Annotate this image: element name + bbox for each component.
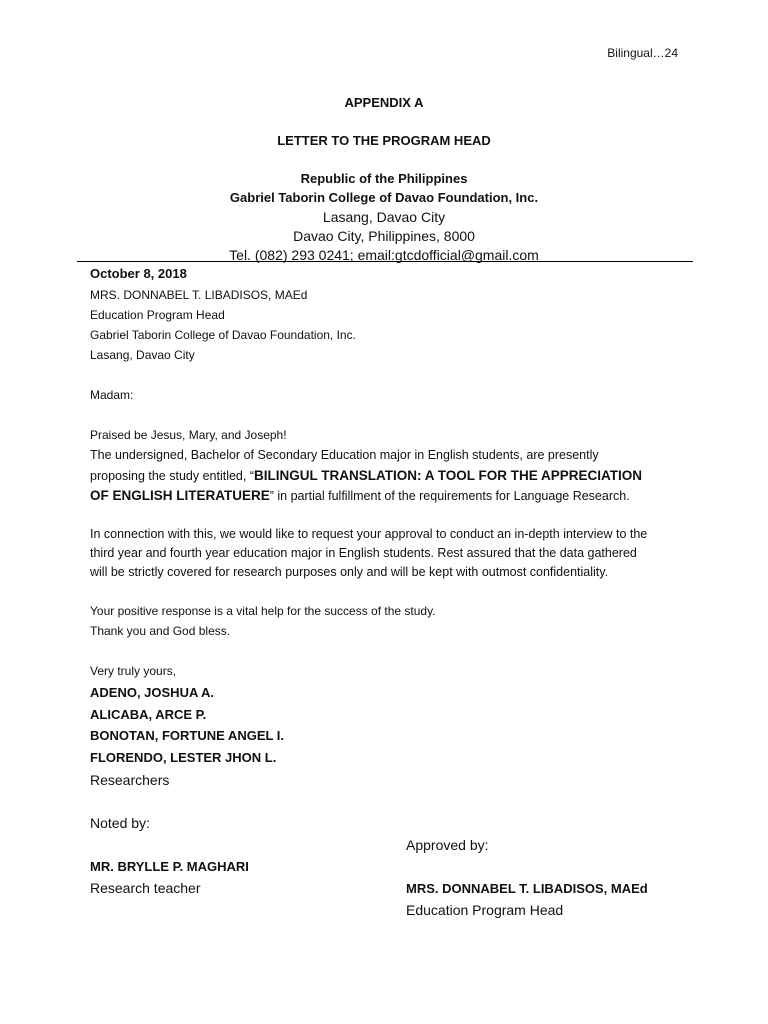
recipient-name: MRS. DONNABEL T. LIBADISOS, MAEd	[90, 288, 308, 302]
approved-by-label: Approved by:	[406, 837, 489, 853]
recipient-position: Education Program Head	[90, 308, 225, 322]
body-paragraph-4: Thank you and God bless.	[90, 624, 231, 638]
study-title: BILINGUL TRANSLATION: A TOOL FOR THE APPRECIATION OF ENGLISH LITERATUERE	[90, 467, 642, 503]
letterhead-college: Gabriel Taborin College of Davao Foundation, Inc.	[229, 190, 539, 205]
recipient-address: Lasang, Davao City	[90, 348, 195, 362]
greeting: Praised be Jesus, Mary, and Joseph!	[90, 428, 287, 442]
researcher-name: BONOTAN, FORTUNE ANGEL I.	[90, 728, 285, 743]
researcher-name: ADENO, JOSHUA A.	[90, 685, 214, 700]
appendix-heading: APPENDIX A	[344, 95, 424, 110]
letter-date: October 8, 2018	[90, 266, 187, 281]
noted-by-name: MR. BRYLLE P. MAGHARI	[90, 859, 249, 874]
body-paragraph-2: In connection with this, we would like to request your approval to conduct an in-depth interview to the third year and fourth year education major in English students. Rest assured that the data gathered will be strictly covered for research purposes only and will be kept with outmost confidentiality.	[90, 527, 648, 579]
body-paragraph-1-start: The undersigned, Bachelor of Secondary Education major in English students, are presently proposing the study entitled, “	[90, 448, 599, 483]
body-paragraph-3: Your positive response is a vital help for the success of the study.	[90, 604, 436, 618]
salutation: Madam:	[90, 388, 134, 402]
noted-by-position: Research teacher	[90, 880, 201, 896]
letterhead-address: Davao City, Philippines, 8000	[293, 228, 475, 244]
letterhead-republic: Republic of the Philippines	[300, 171, 468, 186]
body-paragraph-1	[90, 446, 650, 507]
approved-by-name: MRS. DONNABEL T. LIBADISOS, MAEd	[406, 881, 648, 896]
approved-by-position: Education Program Head	[406, 902, 564, 918]
researchers-label: Researchers	[90, 772, 170, 788]
closing: Very truly yours,	[90, 664, 177, 678]
letterhead-divider	[77, 261, 693, 262]
page-number: Bilingual…24	[607, 46, 678, 60]
letter-title: LETTER TO THE PROGRAM HEAD	[277, 133, 491, 148]
researcher-name: FLORENDO, LESTER JHON L.	[90, 750, 277, 765]
letterhead-city: Lasang, Davao City	[322, 209, 446, 225]
noted-by-label: Noted by:	[90, 815, 150, 831]
letterhead-contact: Tel. (082) 293 0241; email:gtcdofficial@gmail.com	[229, 247, 539, 263]
researcher-name: ALICABA, ARCE P.	[90, 707, 207, 722]
recipient-institution: Gabriel Taborin College of Davao Foundation, Inc.	[90, 328, 356, 342]
body-paragraph-1-end: ” in partial fulfillment of the requirements for Language Research.	[269, 489, 630, 503]
